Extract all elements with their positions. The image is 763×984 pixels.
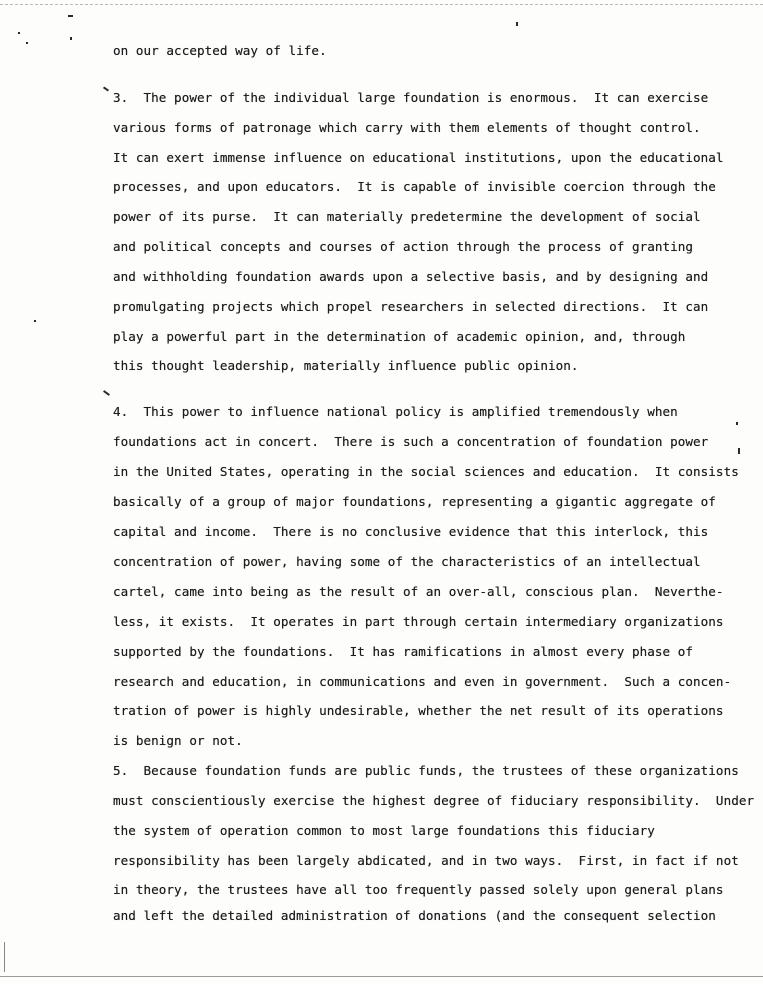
text-line: must conscientiously exercise the highest degree of fiduciary responsibility. Under	[113, 793, 755, 808]
text-line: power of its purse. It can materially predetermine the development of social	[113, 209, 701, 224]
scan-speck	[68, 15, 73, 17]
text-line: basically of a group of major foundations, representing a gigantic aggregate of	[113, 494, 716, 509]
text-line: tration of power is highly undesirable, whether the net result of its operations	[113, 703, 724, 718]
text-line: 3. The power of the individual large foundation is enormous. It can exercise	[113, 90, 709, 105]
scan-speck	[4, 942, 5, 972]
bottom-edge-rule	[0, 976, 763, 977]
text-line: It can exert immense influence on educational institutions, upon the educational	[113, 150, 724, 165]
text-line: cartel, came into being as the result of an over-all, conscious plan. Neverthe-	[113, 584, 724, 599]
text-line: and political concepts and courses of action through the process of granting	[113, 239, 694, 254]
text-line: research and education, in communications and even in government. Such a concen-	[113, 674, 732, 689]
text-line: responsibility has been largely abdicated, and in two ways. First, in fact if not	[113, 853, 739, 868]
text-line: in the United States, operating in the social sciences and education. It consists	[113, 464, 739, 479]
scan-speck	[18, 32, 20, 34]
text-line: this thought leadership, materially influence public opinion.	[113, 358, 579, 373]
text-line: the system of operation common to most large foundations this fiduciary	[113, 823, 655, 838]
scan-speck	[103, 86, 109, 91]
text-line: in theory, the trustees have all too frequently passed solely upon general plans	[113, 882, 724, 897]
text-line: 4. This power to influence national policy is amplified tremendously when	[113, 404, 678, 419]
text-line: and left the detailed administration of donations (and the consequent selection	[113, 908, 716, 923]
text-line: on our accepted way of life.	[113, 43, 327, 58]
text-line: capital and income. There is no conclusive evidence that this interlock, this	[113, 524, 709, 539]
text-line: concentration of power, having some of the characteristics of an intellectual	[113, 554, 701, 569]
text-line: promulgating projects which propel researchers in selected directions. It can	[113, 299, 709, 314]
text-line: 5. Because foundation funds are public funds, the trustees of these organizations	[113, 763, 739, 778]
text-line: various forms of patronage which carry with them elements of thought control.	[113, 120, 701, 135]
scan-speck	[516, 22, 518, 26]
text-line: processes, and upon educators. It is capable of invisible coercion through the	[113, 179, 716, 194]
text-line: supported by the foundations. It has ramifications in almost every phase of	[113, 644, 694, 659]
scan-speck	[736, 422, 738, 425]
scan-speck	[103, 390, 110, 396]
scan-speck	[738, 448, 740, 454]
text-line: less, it exists. It operates in part through certain intermediary organizations	[113, 614, 724, 629]
scan-speck	[26, 42, 28, 44]
text-line: and withholding foundation awards upon a selective basis, and by designing and	[113, 269, 709, 284]
scan-speck	[70, 37, 72, 40]
scan-speck	[34, 320, 36, 322]
text-line: play a powerful part in the determination of academic opinion, and, through	[113, 329, 686, 344]
top-edge-rule	[0, 4, 763, 5]
text-line: is benign or not.	[113, 733, 243, 748]
text-line: foundations act in concert. There is such a concentration of foundation power	[113, 434, 709, 449]
